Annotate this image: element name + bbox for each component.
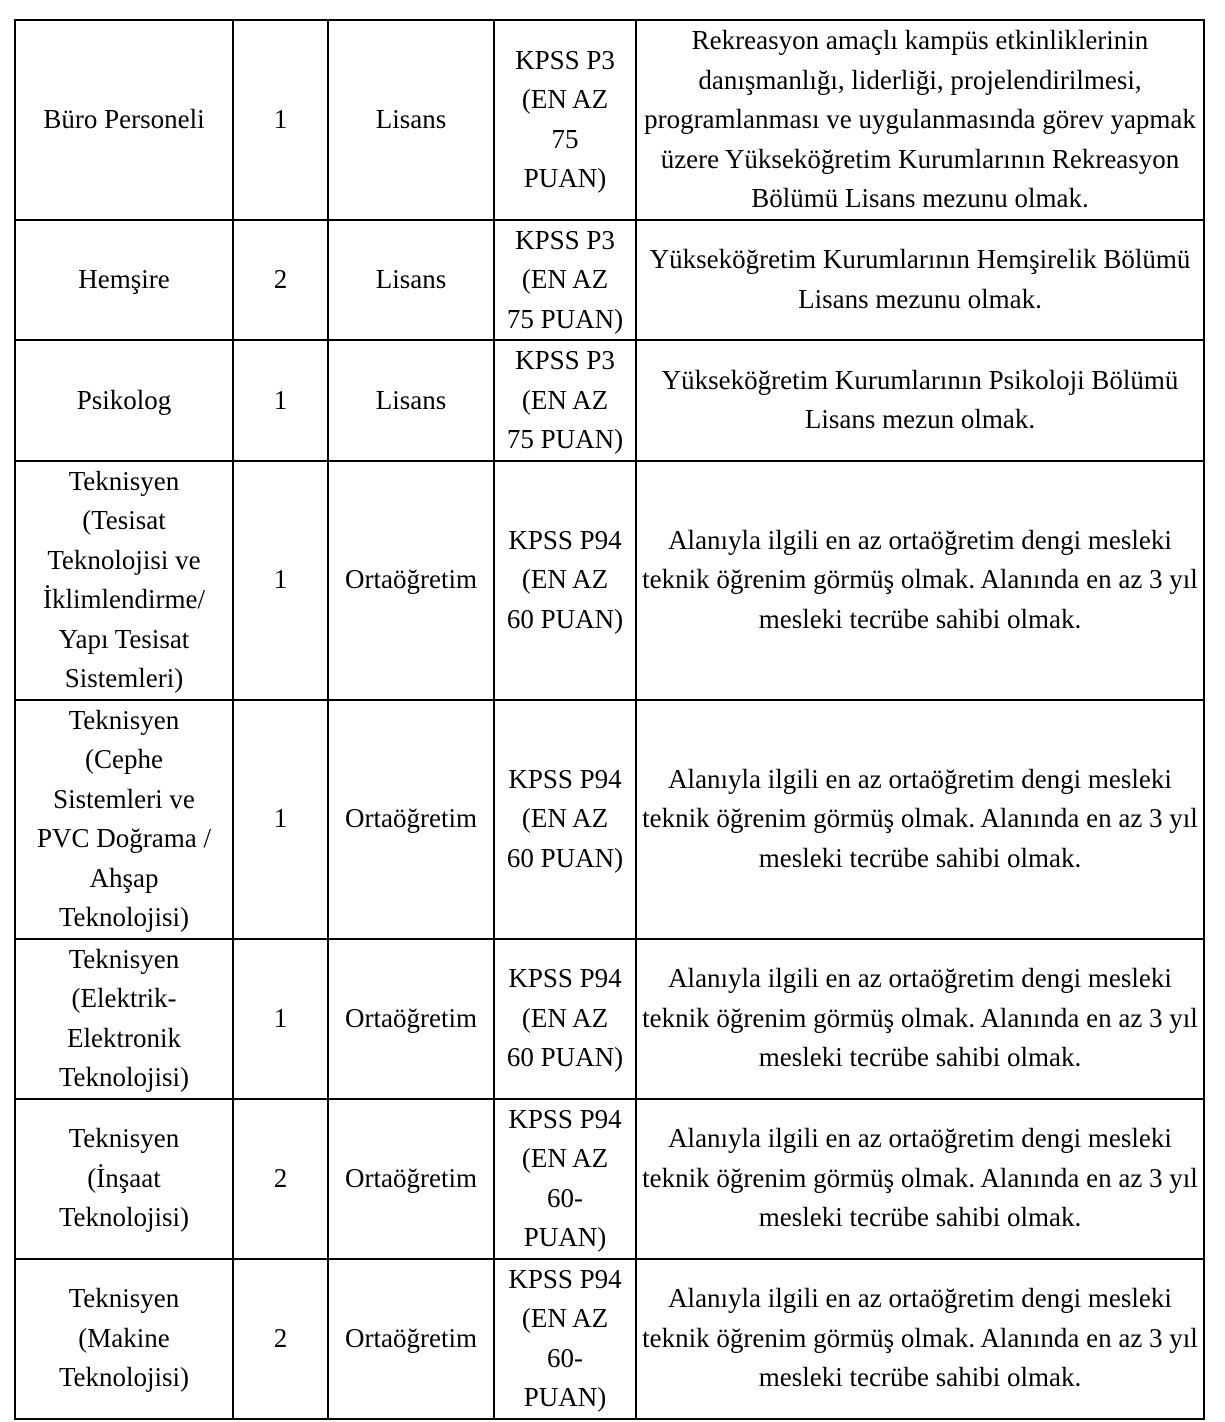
qualification-cell: Yükseköğretim Kurumlarının Hemşirelik Bölümü Lisans mezunu olmak. xyxy=(636,220,1204,341)
education-level-cell: Ortaöğretim xyxy=(328,1099,494,1259)
position-title-cell: Teknisyen (Cephe Sistemleri ve PVC Doğrama / Ahşap Teknolojisi) xyxy=(15,700,233,939)
education-level-cell: Ortaöğretim xyxy=(328,939,494,1099)
education-level-cell: Ortaöğretim xyxy=(328,1259,494,1419)
position-count-cell: 2 xyxy=(233,1099,328,1259)
table-row xyxy=(15,1259,1204,1419)
positions-table xyxy=(14,19,1205,1420)
position-title-cell: Hemşire xyxy=(15,220,233,341)
position-count-cell: 2 xyxy=(233,220,328,341)
qualification-cell: Rekreasyon amaçlı kampüs etkinliklerinin danışmanlığı, liderliği, projelendirilmesi, programlanması ve uygulanmasında görev yapmak üzere Yükseköğretim Kurumlarının Rekreasyon Bölümü Lisans mezunu olmak. xyxy=(636,20,1204,220)
education-level-cell: Lisans xyxy=(328,340,494,461)
table-row xyxy=(15,340,1204,461)
kpss-requirement-cell: KPSS P3 (EN AZ 75 PUAN) xyxy=(494,20,636,220)
qualification-cell: Alanıyla ilgili en az ortaöğretim dengi mesleki teknik öğrenim görmüş olmak. Alanında en az 3 yıl mesleki tecrübe sahibi olmak. xyxy=(636,939,1204,1099)
position-title-cell: Teknisyen (Makine Teknolojisi) xyxy=(15,1259,233,1419)
position-title-cell: Büro Personeli xyxy=(15,20,233,220)
position-count-cell: 2 xyxy=(233,1259,328,1419)
position-title-cell: Teknisyen (Elektrik- Elektronik Teknolojisi) xyxy=(15,939,233,1099)
position-count-cell: 1 xyxy=(233,461,328,700)
table-row xyxy=(15,939,1204,1099)
table-row xyxy=(15,220,1204,341)
education-level-cell: Lisans xyxy=(328,220,494,341)
qualification-cell: Alanıyla ilgili en az ortaöğretim dengi mesleki teknik öğrenim görmüş olmak. Alanında en az 3 yıl mesleki tecrübe sahibi olmak. xyxy=(636,461,1204,700)
position-count-cell: 1 xyxy=(233,939,328,1099)
position-count-cell: 1 xyxy=(233,340,328,461)
kpss-requirement-cell: KPSS P94 (EN AZ 60 PUAN) xyxy=(494,461,636,700)
education-level-cell: Ortaöğretim xyxy=(328,700,494,939)
qualification-cell: Alanıyla ilgili en az ortaöğretim dengi mesleki teknik öğrenim görmüş olmak. Alanında en az 3 yıl mesleki tecrübe sahibi olmak. xyxy=(636,700,1204,939)
position-count-cell: 1 xyxy=(233,700,328,939)
kpss-requirement-cell: KPSS P94 (EN AZ 60- PUAN) xyxy=(494,1099,636,1259)
education-level-cell: Lisans xyxy=(328,20,494,220)
table-row xyxy=(15,700,1204,939)
position-count-cell: 1 xyxy=(233,20,328,220)
position-title-cell: Teknisyen (Tesisat Teknolojisi ve İklimlendirme/ Yapı Tesisat Sistemleri) xyxy=(15,461,233,700)
kpss-requirement-cell: KPSS P94 (EN AZ 60 PUAN) xyxy=(494,939,636,1099)
qualification-cell: Alanıyla ilgili en az ortaöğretim dengi mesleki teknik öğrenim görmüş olmak. Alanında en az 3 yıl mesleki tecrübe sahibi olmak. xyxy=(636,1259,1204,1419)
table-row xyxy=(15,20,1204,220)
position-title-cell: Teknisyen (İnşaat Teknolojisi) xyxy=(15,1099,233,1259)
kpss-requirement-cell: KPSS P3 (EN AZ 75 PUAN) xyxy=(494,340,636,461)
table-row xyxy=(15,1099,1204,1259)
qualification-cell: Alanıyla ilgili en az ortaöğretim dengi mesleki teknik öğrenim görmüş olmak. Alanında en az 3 yıl mesleki tecrübe sahibi olmak. xyxy=(636,1099,1204,1259)
kpss-requirement-cell: KPSS P3 (EN AZ 75 PUAN) xyxy=(494,220,636,341)
kpss-requirement-cell: KPSS P94 (EN AZ 60- PUAN) xyxy=(494,1259,636,1419)
qualification-cell: Yükseköğretim Kurumlarının Psikoloji Bölümü Lisans mezun olmak. xyxy=(636,340,1204,461)
education-level-cell: Ortaöğretim xyxy=(328,461,494,700)
kpss-requirement-cell: KPSS P94 (EN AZ 60 PUAN) xyxy=(494,700,636,939)
table-row xyxy=(15,461,1204,700)
position-title-cell: Psikolog xyxy=(15,340,233,461)
